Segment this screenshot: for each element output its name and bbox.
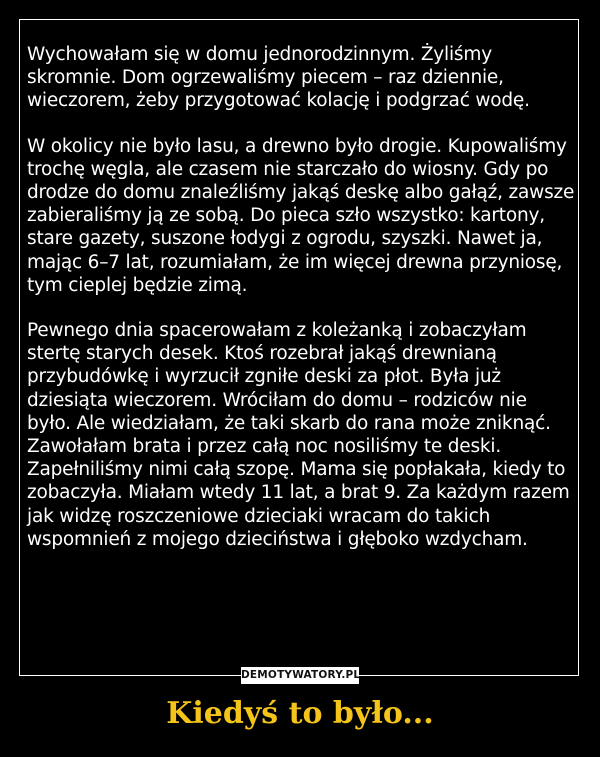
story-paragraph-2: W okolicy nie było lasu, a drewno było drogie. Kupowaliśmy trochę węgla, ale czasem nie starczało do wiosny. Gdy po drodze do domu znaleźliśmy jakąś deskę albo gałąź, zawsze zabieraliśmy ją ze sobą. Do pieca szło wszystko: kartony, stare gazety, suszone łodygi z ogrodu, szyszki. Nawet ja, mając 6–7 lat, rozumiałam, że im więcej drewna przyniosę, tym cieplej będzie zimą. xyxy=(27,135,575,296)
caption-title: Kiedyś to było... xyxy=(166,696,434,731)
story-text xyxy=(27,43,575,551)
demotivator-frame xyxy=(19,19,579,676)
watermark-badge: DEMOTYWATORY.PL xyxy=(241,667,359,684)
story-paragraph-1: Wychowałam się w domu jednorodzinnym. Żyliśmy skromnie. Dom ogrzewaliśmy piecem – raz dziennie, wieczorem, żeby przygotować kolację i podgrzać wodę. xyxy=(27,44,530,112)
story-paragraph-3: Pewnego dnia spacerowałam z koleżanką i zobaczyłam stertę starych desek. Ktoś rozebrał jakąś drewnianą przybudówkę i wyrzucił zgniłe deski za płot. Była już dziesiąta wieczorem. Wróciłam do domu – rodziców nie było. Ale wiedziałam, że taki skarb do rana może zniknąć. Zawołałam brata i przez całą noc nosiliśmy te deski. Zapełniliśmy nimi całą szopę. Mama się popłakała, kiedy to zobaczyła. Miałam wtedy 11 lat, a brat 9. Za każdym razem jak widzę roszczeniowe dzieciaki wracam do takich wspomnień z mojego dzieciństwa i głęboko wzdycham. xyxy=(27,320,570,550)
